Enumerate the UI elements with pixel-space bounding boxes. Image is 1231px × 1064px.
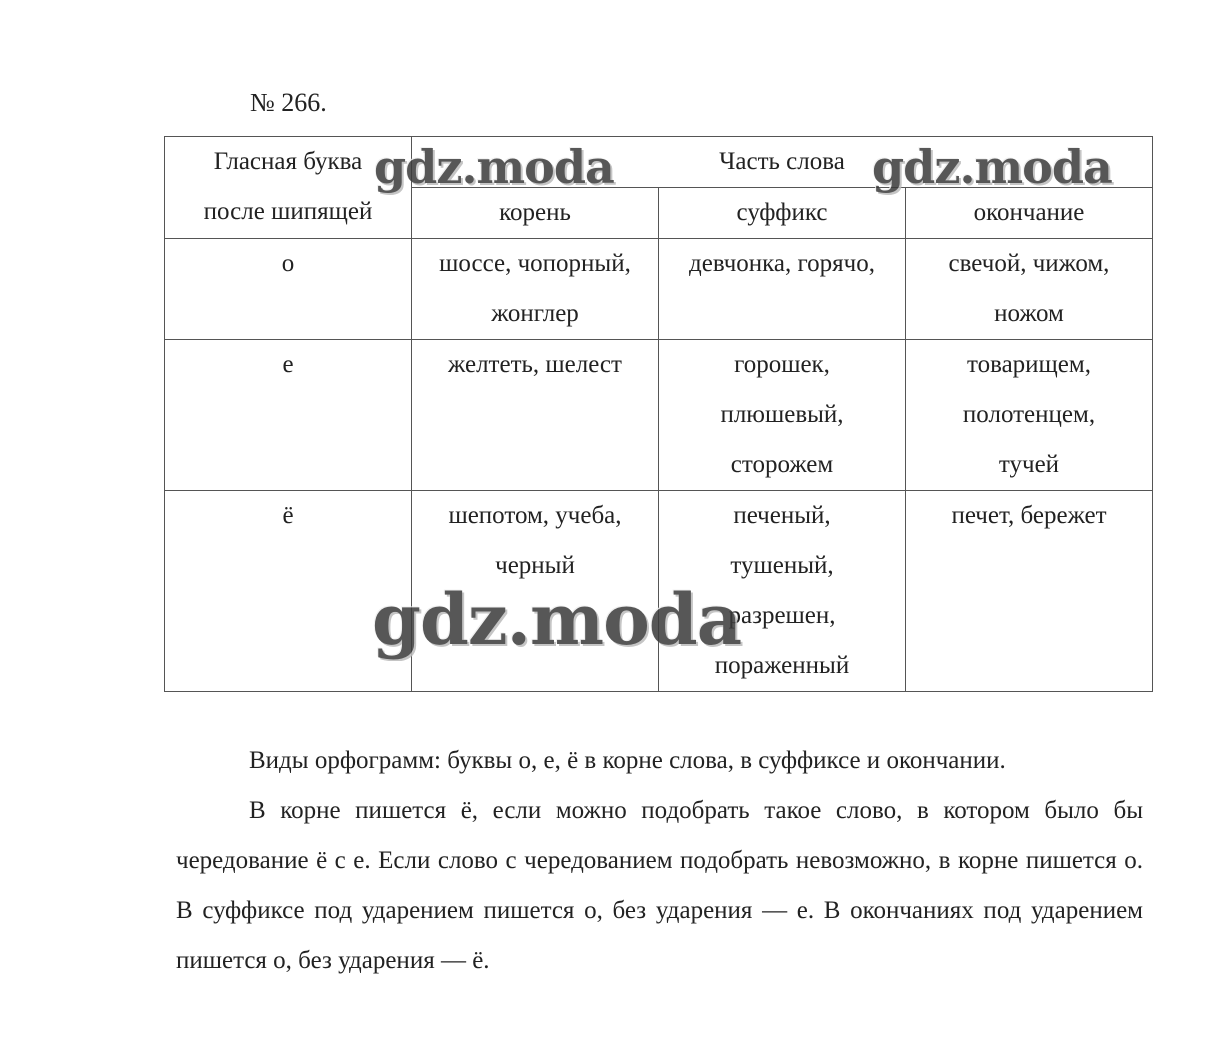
header-root: корень	[412, 188, 659, 239]
task-number: № 266.	[250, 88, 327, 117]
row-root: шоссе, чопорный, жонглер	[412, 239, 659, 340]
spelling-table	[164, 136, 1153, 692]
row-ending: товарищем, полотенцем, тучей	[906, 340, 1153, 491]
explanation-paragraph-1: Виды орфограмм: буквы о, е, ё в корне слова, в суффиксе и окончании.	[249, 747, 1006, 774]
header-ending: окончание	[906, 188, 1153, 239]
header-part-of-word: Часть слова	[412, 137, 1153, 188]
row-ending: свечой, чижом, ножом	[906, 239, 1153, 340]
row-ending: печет, бережет	[906, 491, 1153, 692]
watermark-logo: gdz.moda	[374, 140, 614, 194]
explanation-paragraph-2: В корне пишется ё, если можно подобрать такое слово, в котором было бы чередование ё с е. Если слово с чередованием подобрать невозможно, в корне пишется о. В суффиксе под ударением пишется о, без ударения — е. В окончаниях под ударением пишется о, без ударения — ё.	[176, 797, 1143, 974]
header-suffix: суффикс	[659, 188, 906, 239]
table-row	[165, 340, 1153, 491]
table-row	[165, 491, 1153, 692]
header-vowel-line2: после шипящей	[203, 198, 373, 225]
header-vowel-line1: Гласная буква	[213, 148, 363, 175]
watermark-logo: gdz.moda	[872, 140, 1112, 194]
explanation-text	[176, 736, 1143, 986]
row-root: шепотом, учеба, черный	[412, 491, 659, 692]
row-vowel: е	[165, 340, 412, 491]
row-vowel: ё	[165, 491, 412, 692]
header-vowel-column	[165, 137, 412, 239]
row-suffix: девчонка, горячо,	[659, 239, 906, 340]
row-root: желтеть, шелест	[412, 340, 659, 491]
table-row	[165, 239, 1153, 340]
watermark-logo: gdz.moda	[372, 578, 742, 661]
row-suffix: печеный, тушеный, разрешен, пораженный	[659, 491, 906, 692]
row-vowel: о	[165, 239, 412, 340]
row-suffix: горошек, плюшевый, сторожем	[659, 340, 906, 491]
